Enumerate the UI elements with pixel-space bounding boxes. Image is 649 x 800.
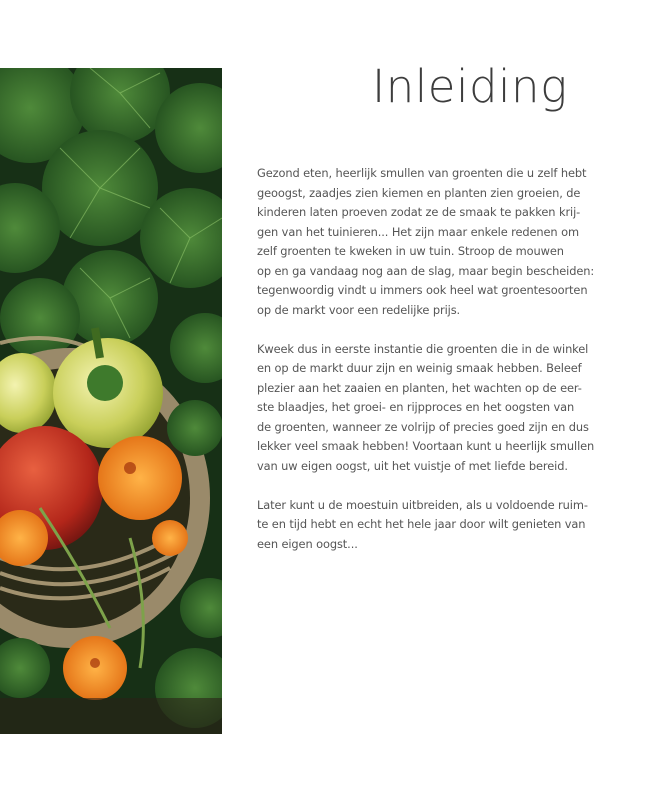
text-line: gen van het tuinieren... Het zijn maar enkele redenen om (257, 224, 579, 239)
text-line: de groenten, wanneer ze volrijp of precies goed zijn en dus (257, 419, 589, 434)
text-line: ste blaadjes, het groei- en rijpproces en het oogsten van (257, 400, 575, 414)
text-line: geoogst, zaadjes zien kiemen en planten zien groeien, de (257, 185, 581, 200)
paragraph (257, 164, 609, 320)
intro-text (257, 164, 609, 574)
text-line: Kweek dus in eerste instantie die groenten die in de winkel (257, 341, 589, 356)
text-line: op de markt voor een redelijke prijs. (257, 302, 461, 317)
text-line: te en tijd hebt en echt het hele jaar door wilt genieten van (257, 517, 586, 531)
text-line: kinderen laten proeven zodat ze de smaak te pakken krij- (257, 205, 581, 219)
text-line: zelf groenten te kweken in uw tuin. Stroop de mouwen (257, 244, 564, 258)
text-line: Later kunt u de moestuin uitbreiden, als u voldoende ruim- (257, 497, 588, 512)
text-line: op en ga vandaag nog aan de slag, maar begin bescheiden: (257, 263, 595, 278)
text-line: Gezond eten, heerlijk smullen van groenten die u zelf hebt (257, 166, 587, 180)
text-line: tegenwoordig vindt u immers ook heel wat groentesoorten (257, 283, 588, 297)
paragraph (257, 496, 609, 555)
paragraph (257, 340, 609, 477)
page-title: Inleiding (372, 60, 568, 113)
text-line: een eigen oogst... (257, 536, 358, 551)
text-line: en op de markt duur zijn en weinig smaak hebben. Beleef (257, 361, 582, 375)
text-line: plezier aan het zaaien en planten, het wachten op de eer- (257, 380, 582, 395)
vegetable-basket-photo (0, 68, 222, 734)
text-line: lekker veel smaak hebben! Voortaan kunt u heerlijk smullen (257, 439, 595, 453)
text-line: van uw eigen oogst, uit het vuistje of met liefde bereid. (257, 458, 568, 473)
